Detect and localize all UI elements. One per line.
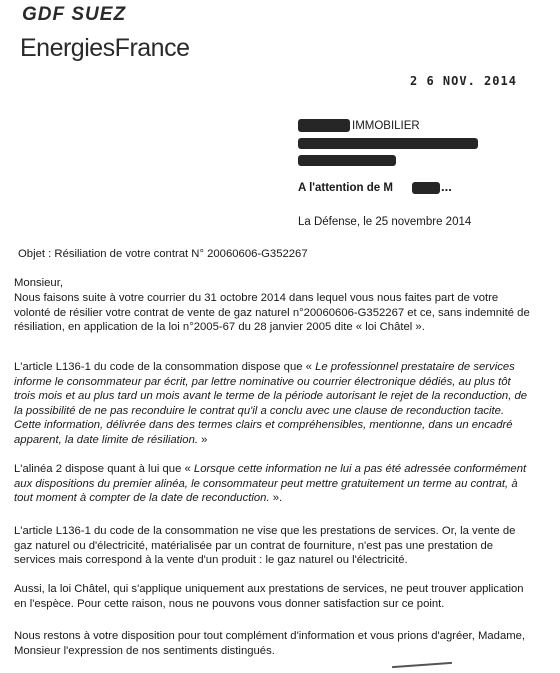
subject-line: Objet : Résiliation de votre contrat N° 20060606-G352267 [18, 248, 308, 260]
redacted-recipient-name [412, 182, 440, 194]
place-and-date: La Défense, le 25 novembre 2014 [298, 216, 472, 228]
scan-mark [392, 662, 452, 668]
paragraph-6: Nous restons à votre disposition pour tout complément d'information et vous prions d'agréer, Madame, Monsieur l'expression de nos sentiments distingués. [14, 630, 526, 657]
received-date-stamp: 2 6 NOV. 2014 [410, 74, 517, 88]
paragraph-5: Aussi, la loi Châtel, qui s'applique uniquement aux prestations de services, ne peut trouver application en l'espèce. Pour cette raison, nous ne pouvons vous donner satisfaction sur ce point. [14, 583, 524, 610]
paragraph-2-quote: Le professionnel prestataire de services informe le consommateur par écrit, par lettre nominative ou courrier électronique dédiés, au plus tôt trois mois et au plus tard un mois avant le terme de la période autorisant le rejet de la reconduction, de la possibilité de ne pas reconduire le contrat qu'il a conclu avec une clause de reconduction tacite. Cette information, délivrée dans des termes clairs et compréhensibles, mentionne, dans un encadré apparent, la date limite de résiliation. [14, 361, 528, 446]
salutation: Monsieur, [14, 277, 63, 289]
paragraph-2-intro: L'article L136-1 du code de la consommation dispose que « [14, 361, 316, 373]
redacted-company-name [298, 119, 350, 132]
gdf-suez-logo: GDF SUEZ [22, 4, 127, 25]
redacted-address-line-2 [298, 155, 396, 166]
paragraph-2-end: » [198, 433, 208, 446]
paragraph-4: L'article L136-1 du code de la consommation ne vise que les prestations de services. Or, la vente de gaz naturel ou d'électricité, matérialisée par un contrat de fourniture, n'est pas une prestation de services mais correspond à la vente d'un produit : le gaz naturel ou l'électricité. [14, 525, 516, 567]
paragraph-3-quote: Lorsque cette information ne lui a pas été adressée conformément aux dispositions du premier alinéa, le consommateur peut mettre gratuitement un terme au contrat, à tout moment à compter de la date de reconduction. [14, 463, 527, 505]
energies-france-logo: EnergiesFrance [20, 34, 190, 62]
paragraph-3-intro: L'alinéa 2 dispose quant à lui que « [14, 463, 194, 475]
paragraph-3-end: ». [269, 492, 283, 505]
attention-label: A l'attention de M [298, 182, 393, 194]
paragraph-1: Nous faisons suite à votre courrier du 31 octobre 2014 dans lequel vous nous faites part de votre volonté de résilier votre contrat de vente de gaz naturel n°20060606-G352267 et ce, sans indemnité de résiliation, en application de la loi n°2005-67 du 28 janvier 2005 dite « loi Châtel ». [14, 292, 530, 334]
attention-line [298, 182, 393, 194]
paragraph-2 [14, 360, 530, 448]
redacted-address-line-1 [298, 138, 478, 149]
attention-trailing-dots: ... [441, 179, 452, 194]
paragraph-3 [14, 462, 530, 506]
recipient-company-suffix: IMMOBILIER [352, 120, 420, 132]
